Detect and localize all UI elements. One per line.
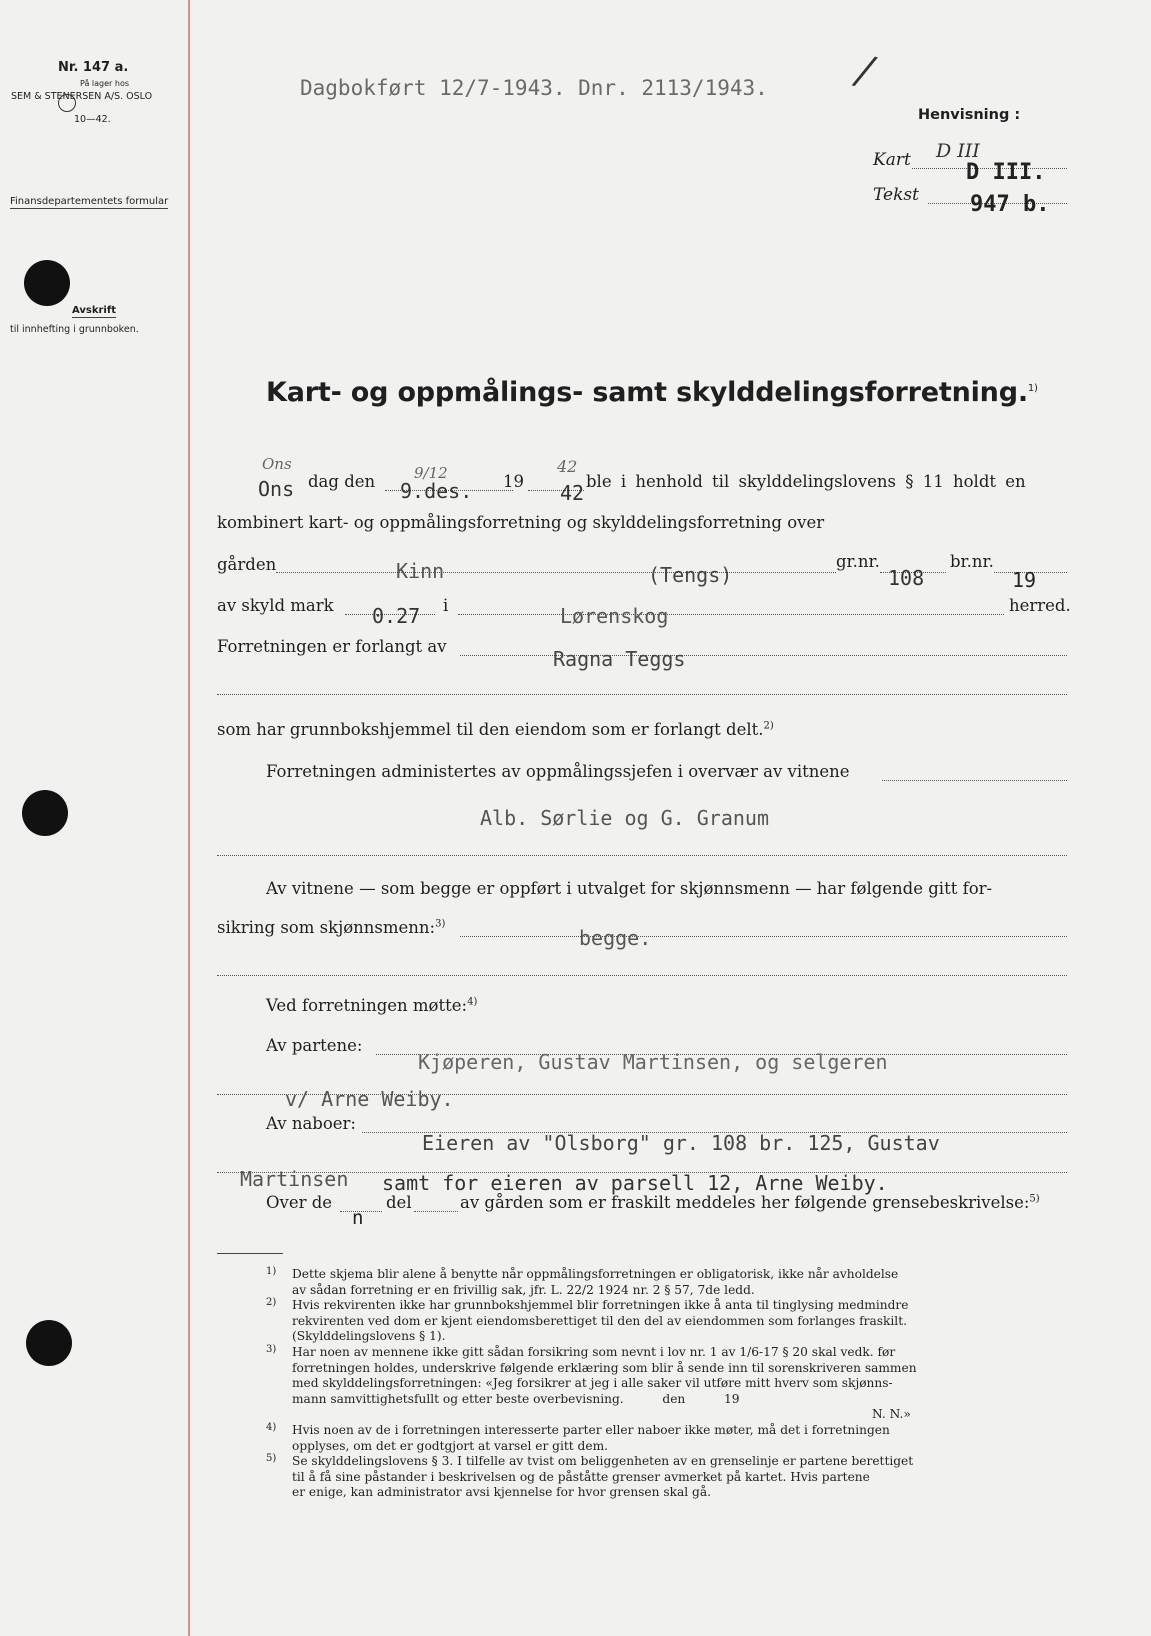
journal-stamp: Dagbokført 12/7-1943. Dnr. 2113/1943. xyxy=(300,76,768,100)
farm-alt-name: (Tengs) xyxy=(648,563,733,587)
text-label: Tekst xyxy=(873,185,919,205)
printer-logo xyxy=(58,94,76,112)
neighbors-value-2b: samt for eieren av parsell 12, Arne Weiby. xyxy=(382,1171,888,1195)
herred-label: herred. xyxy=(1009,596,1071,615)
present-label: Ved forretningen møtte:$^{4)}$ xyxy=(266,996,478,1015)
text-value: 947 b. xyxy=(970,192,1050,217)
i-label: i xyxy=(443,596,449,615)
map-value: D III. xyxy=(966,160,1046,185)
punch-hole xyxy=(22,790,68,836)
page-title: Kart- og oppmålings- samt skylddelingsforretning.$^{1)}$ xyxy=(266,377,1038,408)
copy-label: Avskrift xyxy=(72,305,116,316)
boundary-line: av gården som er fraskilt meddeles her følgende grensebeskrivelse:$^{5)}$ xyxy=(460,1193,1040,1212)
assurance-line-1: Av vitnene — som begge er oppført i utvalget for skjønnsmenn — har følgende gitt for- xyxy=(266,879,993,898)
date-handwritten: 9/12 xyxy=(414,464,448,482)
body-line-1: ble i henhold til skylddelingslovens § 11 holdt en xyxy=(586,472,1026,491)
del-label: del xyxy=(386,1193,412,1212)
municipality: Lørenskog xyxy=(560,604,669,628)
footnote-1: 1) Dette skjema blir alene å benytte når oppmålingsforretningen er obligatorisk, ikke når avholdelse av sådan forretning er en frivillig sak, jfr. L. 22/2 1924 nr. 2 § 57, 7de ledd. xyxy=(266,1266,899,1297)
footnote-3: 3) Har noen av mennene ikke gitt sådan forsikring som nevnt i lov nr. 1 av 1/6-17 § 20 skal vedk. før forretningen holdes, underskrive følgende erklæring som blir å sende inn til sorenskriveren sammen med skylddelingsforretningen: «Jeg forsikrer at jeg i alle saker vil utføre mitt hverv som skjønns- mann samvittighetsfullt og etter beste overbevisning. den 19 N. N.» xyxy=(266,1343,917,1422)
admin-line: Forretningen administertes av oppmålingssjefen i overvær av vitnene xyxy=(266,762,850,781)
punch-hole xyxy=(24,260,70,306)
year-prefix: 19 xyxy=(503,472,524,491)
parties-value-2: v/ Arne Weiby. xyxy=(285,1087,454,1111)
brnr: 19 xyxy=(1012,568,1037,592)
footnote-5: 5) Se skylddelingslovens § 3. I tilfelle av tvist om beliggenheten av en grenselinje er partene berettiget til å få sine påstander i beskrivelsen og de påståtte grenser avmerket på kartet. Hvis partene er enige, kan administrator avsi kjennelse for hvor grensen skal gå. xyxy=(266,1453,914,1500)
admin-dots xyxy=(882,780,1067,781)
assurance-dots xyxy=(460,936,1067,937)
footnote-divider xyxy=(217,1253,283,1254)
grnr: 108 xyxy=(888,566,925,590)
witnesses-line xyxy=(217,855,1067,856)
assurance-line-2: sikring som skjønnsmenn:$^{3)}$ xyxy=(217,918,446,937)
dag-den-label: dag den xyxy=(308,472,376,491)
skyld-label: av skyld mark xyxy=(217,596,334,615)
copy-note: til innhefting i grunnboken. xyxy=(10,324,139,335)
check-mark: / xyxy=(853,47,877,95)
municipality-line xyxy=(458,614,1004,615)
requested-line-2 xyxy=(217,694,1067,695)
farm-line xyxy=(276,572,836,573)
margin-rule xyxy=(188,0,190,1636)
print-date: 10—42. xyxy=(74,114,111,125)
assurance-value: begge. xyxy=(579,926,652,950)
map-handwritten: D III xyxy=(936,140,980,162)
grnr-label: gr.nr. xyxy=(836,552,880,571)
neighbors-line-2 xyxy=(217,1172,1067,1173)
parties-line-2 xyxy=(217,1094,1067,1095)
witnesses: Alb. Sørlie og G. Granum xyxy=(480,806,769,830)
farm-name: Kinn xyxy=(396,559,445,583)
body-line-2: kombinert kart- og oppmålingsforretning og skylddelingsforretning over xyxy=(217,513,825,532)
over-label: Over de xyxy=(266,1193,333,1212)
printer-line-2: SEM & STENERSEN A/S. OSLO xyxy=(11,91,153,102)
weekday-handwritten: Ons xyxy=(262,455,292,473)
footnote-4: 4) Hvis noen av de i forretningen interesserte parter eller naboer ikke møter, må det i forretningen opplyses, om det er godtgjort at varsel er gitt dem. xyxy=(266,1421,890,1453)
over-n: n xyxy=(352,1207,364,1229)
form-source: Finansdepartementets formular xyxy=(10,196,169,207)
requested-by: Ragna Teggs xyxy=(553,647,686,671)
assurance-line-3 xyxy=(217,975,1067,976)
neighbors-value: Eieren av "Olsborg" gr. 108 br. 125, Gustav xyxy=(422,1131,940,1155)
skyld-value: 0.27 xyxy=(372,604,421,628)
neighbors-label: Av naboer: xyxy=(266,1114,356,1133)
year-handwritten: 42 xyxy=(557,457,578,476)
brnr-label: br.nr. xyxy=(950,552,994,571)
farm-label: gården xyxy=(217,555,277,574)
del-dots xyxy=(414,1211,458,1212)
punch-hole xyxy=(26,1320,72,1366)
footnote-2: 2) Hvis rekvirenten ikke har grunnbokshjemmel blir forretningen ikke å anta til tinglysing medmindre rekvirenten ved dom er kjent eiendomsberettiget til den del av eiendommen som forlanges fraskilt. (Skylddelingslovens § 1). xyxy=(266,1297,909,1344)
form-number: Nr. 147 a. xyxy=(58,60,129,75)
requested-line xyxy=(460,655,1067,656)
footnotes xyxy=(266,1267,1066,1501)
date: 9.des. xyxy=(400,479,473,503)
map-label: Kart xyxy=(873,150,911,170)
requested-label: Forretningen er forlangt av xyxy=(217,637,447,656)
printer-line-1: På lager hos xyxy=(80,79,129,88)
parties-value: Kjøperen, Gustav Martinsen, og selgeren xyxy=(418,1050,888,1074)
parties-label: Av partene: xyxy=(266,1036,363,1055)
year: 42 xyxy=(560,481,585,505)
reference-label: Henvisning : xyxy=(918,107,1021,123)
title-holder-line: som har grunnbokshjemmel til den eiendom som er forlangt delt.$^{2)}$ xyxy=(217,720,774,739)
neighbors-value-2a: Martinsen xyxy=(240,1167,349,1191)
weekday: Ons xyxy=(258,477,295,501)
